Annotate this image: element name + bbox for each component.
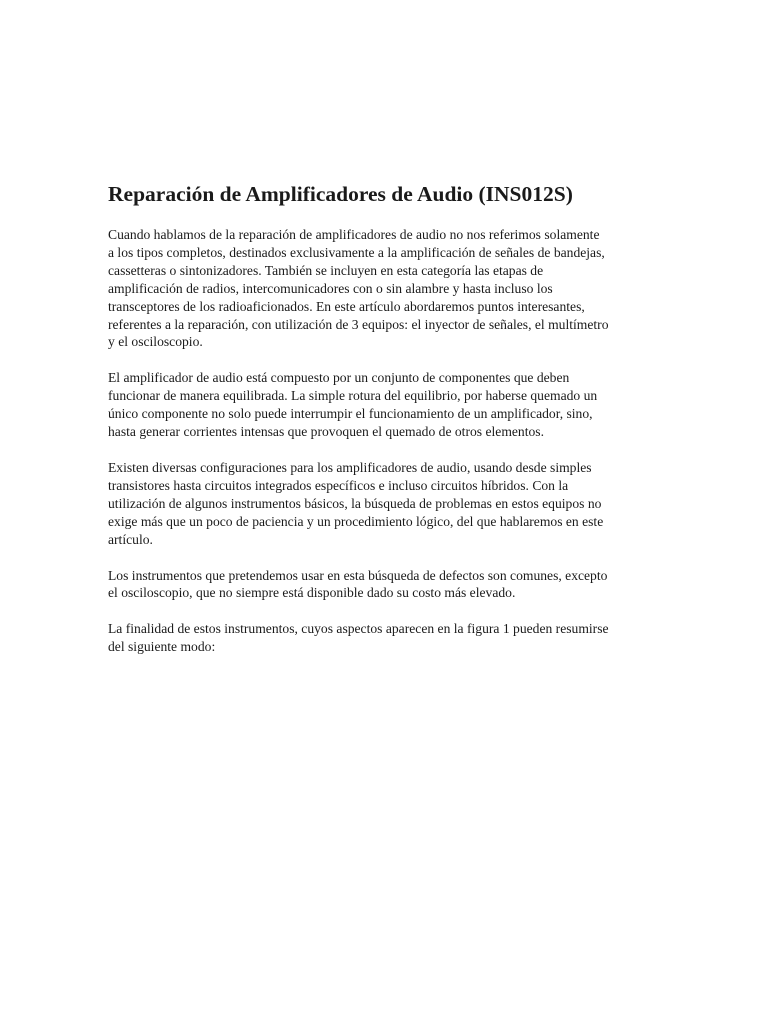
text-line: único componente no solo puede interrumpir el funcionamiento de un amplificador, sino, — [108, 406, 593, 422]
paragraph-2 — [108, 369, 668, 441]
text-line: y el osciloscopio. — [108, 334, 203, 350]
text-line: Cuando hablamos de la reparación de amplificadores de audio no nos referimos solamente — [108, 227, 600, 242]
text-line: funcionar de manera equilibrada. La simple rotura del equilibrio, por haberse quemado un — [108, 388, 598, 404]
text-line: La finalidad de estos instrumentos, cuyos aspectos aparecen en la figura 1 pueden resumirse — [108, 621, 609, 637]
paragraph-3 — [108, 459, 668, 549]
text-line: transceptores de los radioaficionados. En este artículo abordaremos puntos interesantes, — [108, 298, 585, 314]
text-line: a los tipos completos, destinados exclusivamente a la amplificación de señales de bandejas, — [108, 244, 605, 260]
text-line: cassetteras o sintonizadores. También se incluyen en esta categoría las etapas de — [108, 262, 544, 278]
document-body — [108, 180, 668, 674]
text-line: el osciloscopio, que no siempre está disponible dado su costo más elevado. — [108, 585, 516, 601]
paragraph-4 — [108, 567, 668, 603]
text-line: referentes a la reparación, con utilización de 3 equipos: el inyector de señales, el multímetro — [108, 316, 609, 332]
text-line: hasta generar corrientes intensas que provoquen el quemado de otros elementos. — [108, 424, 544, 440]
text-line: transistores hasta circuitos integrados específicos e incluso circuitos híbridos. Con la — [108, 477, 569, 493]
text-line: Los instrumentos que pretendemos usar en esta búsqueda de defectos son comunes, excepto — [108, 567, 608, 583]
paragraph-5 — [108, 620, 668, 656]
paragraph-1 — [108, 226, 668, 351]
text-line: El amplificador de audio está compuesto por un conjunto de componentes que deben — [108, 370, 570, 386]
text-line: amplificación de radios, intercomunicadores con o sin alambre y hasta incluso los — [108, 280, 553, 296]
text-line: Existen diversas configuraciones para los amplificadores de audio, usando desde simples — [108, 459, 592, 475]
text-line: del siguiente modo: — [108, 639, 216, 655]
document-title: Reparación de Amplificadores de Audio (INS012S) — [108, 182, 573, 206]
text-line: artículo. — [108, 531, 153, 547]
text-line: utilización de algunos instrumentos básicos, la búsqueda de problemas en estos equipos no — [108, 495, 602, 511]
text-line: exige más que un poco de paciencia y un procedimiento lógico, del que hablaremos en este — [108, 513, 604, 529]
